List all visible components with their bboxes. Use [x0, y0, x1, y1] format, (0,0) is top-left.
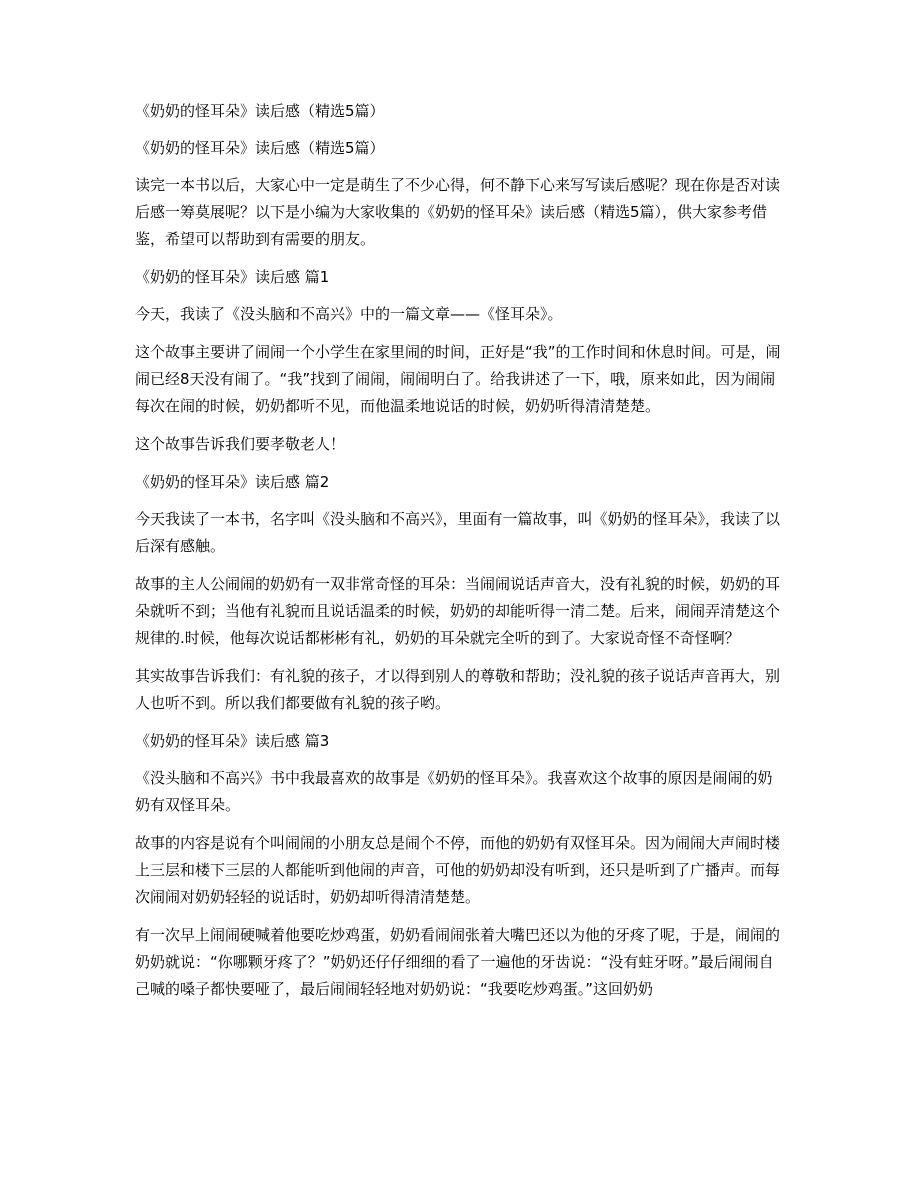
- section-3-paragraph-1: 《没头脑和不高兴》书中我最喜欢的故事是《奶奶的怪耳朵》。我喜欢这个故事的原因是闹闹的奶奶有双怪耳朵。: [135, 769, 773, 814]
- section-heading-1: 《奶奶的怪耳朵》读后感 篇1: [135, 268, 330, 286]
- section-3-paragraph-3: 有一次早上闹闹硬喊着他要吃炒鸡蛋，奶奶看闹闹张着大嘴巴还以为他的牙疼了呢，于是，闹闹的奶奶就说：“你哪颗牙疼了？”奶奶还仔仔细细的看了一遍他的牙齿说：“没有蛀牙呀。”最后闹闹自己喊的嗓子都快要哑了，最后闹闹轻轻地对奶奶说：“我要吃炒鸡蛋。”这回奶奶: [135, 926, 781, 998]
- section-1-paragraph-3: 这个故事告诉我们要孝敬老人！: [135, 435, 346, 453]
- section-2-paragraph-1: 今天我读了一本书，名字叫《没头脑和不高兴》，里面有一篇故事，叫《奶奶的怪耳朵》，我读了以后深有感触。: [135, 510, 781, 555]
- section-1-paragraph-2: 这个故事主要讲了闹闹一个小学生在家里闹的时间，正好是“我”的工作时间和休息时间。可是，闹闹已经8天没有闹了。“我”找到了闹闹，闹闹明白了。给我讲述了一下，哦，原来如此，因为闹闹每次在闹的时候，奶奶都听不见，而他温柔地说话的时候，奶奶听得清清楚楚。: [135, 343, 781, 415]
- section-heading-3: 《奶奶的怪耳朵》读后感 篇3: [135, 732, 330, 750]
- section-2-paragraph-2: 故事的主人公闹闹的奶奶有一双非常奇怪的耳朵：当闹闹说话声音大，没有礼貌的时候，奶奶的耳朵就听不到；当他有礼貌而且说话温柔的时候，奶奶的却能听得一清二楚。后来，闹闹弄清楚这个规律的.时候，他每次说话都彬彬有礼，奶奶的耳朵就完全听的到了。大家说奇怪不奇怪啊？: [135, 575, 781, 647]
- section-heading-2: 《奶奶的怪耳朵》读后感 篇2: [135, 473, 330, 491]
- section-3-paragraph-2: 故事的内容是说有个叫闹闹的小朋友总是闹个不停，而他的奶奶有双怪耳朵。因为闹闹大声闹时楼上三层和楼下三层的人都能听到他闹的声音，可他的奶奶却没有听到，还只是听到了广播声。而每次闹闹对奶奶轻轻的说话时，奶奶却听得清清楚楚。: [135, 834, 781, 906]
- section-1-paragraph-1: 今天，我读了《没头脑和不高兴》中的一篇文章——《怪耳朵》。: [135, 305, 563, 323]
- document-title: 《奶奶的怪耳朵》读后感（精选5篇）: [135, 102, 385, 120]
- document-page: [135, 98, 785, 1014]
- intro-paragraph: 读完一本书以后，大家心中一定是萌生了不少心得，何不静下心来写写读后感呢？现在你是否对读后感一筹莫展呢？以下是小编为大家收集的《奶奶的怪耳朵》读后感（精选5篇），供大家参考借鉴，希望可以帮助到有需要的朋友。: [135, 176, 781, 248]
- document-subtitle: 《奶奶的怪耳朵》读后感（精选5篇）: [135, 139, 385, 157]
- section-2-paragraph-3: 其实故事告诉我们：有礼貌的孩子，才以得到别人的尊敬和帮助；没礼貌的孩子说话声音再大，别人也听不到。所以我们都要做有礼貌的孩子哟。: [135, 667, 781, 712]
